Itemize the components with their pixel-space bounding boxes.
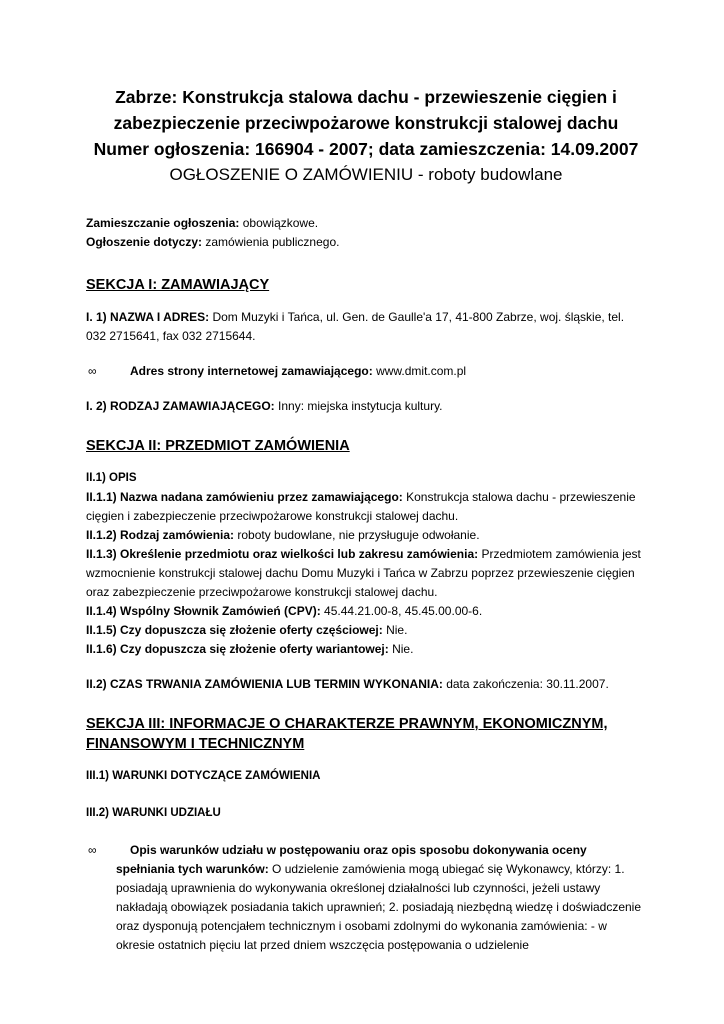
item-1-1-4-label: II.1.4) Wspólny Słownik Zamówień (CPV): <box>86 604 321 618</box>
bullet-icon: ∞ <box>88 843 97 857</box>
item-1-1-4 <box>86 602 646 621</box>
item-2-duration <box>86 675 646 694</box>
section-3-heading: SEKCJA III: INFORMACJE O CHARAKTERZE PRAWNYM, EKONOMICZNYM, FINANSOWYM I TECHNICZNYM <box>86 716 608 752</box>
item-1-1-1-label: II.1.1) Nazwa nadana zamówieniu przez zamawiającego: <box>86 490 403 504</box>
meta-placement-value: obowiązkowe. <box>239 216 319 230</box>
item-1-1-2-value: roboty budowlane, nie przysługuje odwołanie. <box>234 528 480 542</box>
item-1-1-5-label: II.1.5) Czy dopuszcza się złożenie oferty częściowej: <box>86 623 383 637</box>
title-line-3: Numer ogłoszenia: 166904 - 2007; data zamieszczenia: 14.09.2007 <box>93 139 639 159</box>
type-label: I. 2) RODZAJ ZAMAWIAJĄCEGO: <box>86 399 275 413</box>
duration-value: data zakończenia: 30.11.2007. <box>442 677 609 691</box>
item-1-1-4-value: 45.44.21.00-8, 45.45.00.00-6. <box>320 604 483 618</box>
section-1-name-address <box>86 308 646 346</box>
item-1-1-3-label: II.1.3) Określenie przedmiotu oraz wielkości lub zakresu zamówienia: <box>86 547 479 561</box>
item-1-1-1-value: Konstrukcja stalowa dachu - przewieszenie cięgien i zabezpieczenie przeciwpożarowe konstrukcji stalowej dachu. <box>86 490 636 523</box>
section-2-heading: SEKCJA II: PRZEDMIOT ZAMÓWIENIA <box>86 438 350 454</box>
item-1-1-6-value: Nie. <box>388 642 414 656</box>
duration-label: II.2) CZAS TRWANIA ZAMÓWIENIA LUB TERMIN WYKONANIA: <box>86 677 443 691</box>
meta-placement-label: Zamieszczanie ogłoszenia: <box>86 216 240 230</box>
item-1-1-2 <box>86 526 646 545</box>
website-item <box>86 362 646 381</box>
item-1-1-1 <box>86 488 646 526</box>
conditions-value: O udzielenie zamówienia mogą ubiegać się Wykonawcy, którzy: 1. posiadają uprawnienia do wykonywania określonej działalności lub czynności, jeżeli ustawy nakładają obowiązek posiadania takich uprawnień; 2. posiadają niezbędną wiedzę i doświadczenie oraz dysponują potencjałem technicznym i osobami zdolnymi do wykonania zamówienia: - w okresie ostatnich pięciu lat przed dniem wszczęcia postępowania o udzielenie <box>116 862 642 952</box>
website-label: Adres strony internetowej zamawiającego: <box>130 364 373 378</box>
name-address-value: Dom Muzyki i Tańca, ul. Gen. de Gaulle'a 17, 41-800 Zabrze, woj. śląskie, tel. 032 2715641, fax 032 2715644. <box>86 310 625 343</box>
meta-placement <box>86 214 646 233</box>
opis-heading: II.1) OPIS <box>86 472 137 484</box>
item-1-1-5 <box>86 621 646 640</box>
meta-concerns-label: Ogłoszenie dotyczy: <box>86 235 203 249</box>
item-1-1-3 <box>86 545 646 602</box>
type-value: Inny: miejska instytucja kultury. <box>274 399 443 413</box>
section-3-item-2: III.2) WARUNKI UDZIAŁU <box>86 807 221 819</box>
section-1-type <box>86 397 646 416</box>
website-value: www.dmit.com.pl <box>372 364 467 378</box>
conditions-label: Opis warunków udziału w postępowaniu oraz opis sposobu dokonywania oceny spełniania tych warunków: <box>116 843 587 876</box>
item-1-1-3-value: Przedmiotem zamówienia jest wzmocnienie konstrukcji stalowej dachu Domu Muzyki i Tańca w Zabrzu poprzez przewieszenie cięgien oraz zabezpieczenie przeciwpożarowe konstrukcji stalowej dachu. <box>86 547 641 599</box>
title-line-1: Zabrze: Konstrukcja stalowa dachu - przewieszenie cięgien i <box>115 87 617 107</box>
item-1-1-6-label: II.1.6) Czy dopuszcza się złożenie oferty wariantowej: <box>86 642 389 656</box>
document-title <box>86 84 646 162</box>
name-address-label: I. 1) NAZWA I ADRES: <box>86 310 210 324</box>
title-line-2: zabezpieczenie przeciwpożarowe konstrukcji stalowej dachu <box>113 113 619 133</box>
document-page <box>86 84 646 955</box>
meta-concerns <box>86 233 646 252</box>
item-1-1-6 <box>86 640 646 659</box>
item-1-1-5-value: Nie. <box>382 623 408 637</box>
section-1-heading: SEKCJA I: ZAMAWIAJĄCY <box>86 277 270 293</box>
item-1-1-2-label: II.1.2) Rodzaj zamówienia: <box>86 528 235 542</box>
document-subtitle: OGŁOSZENIE O ZAMÓWIENIU - roboty budowlane <box>169 165 563 184</box>
bullet-icon: ∞ <box>88 364 97 378</box>
conditions-item <box>86 841 646 955</box>
meta-concerns-value: zamówienia publicznego. <box>202 235 340 249</box>
section-3-item-1: III.1) WARUNKI DOTYCZĄCE ZAMÓWIENIA <box>86 770 321 782</box>
